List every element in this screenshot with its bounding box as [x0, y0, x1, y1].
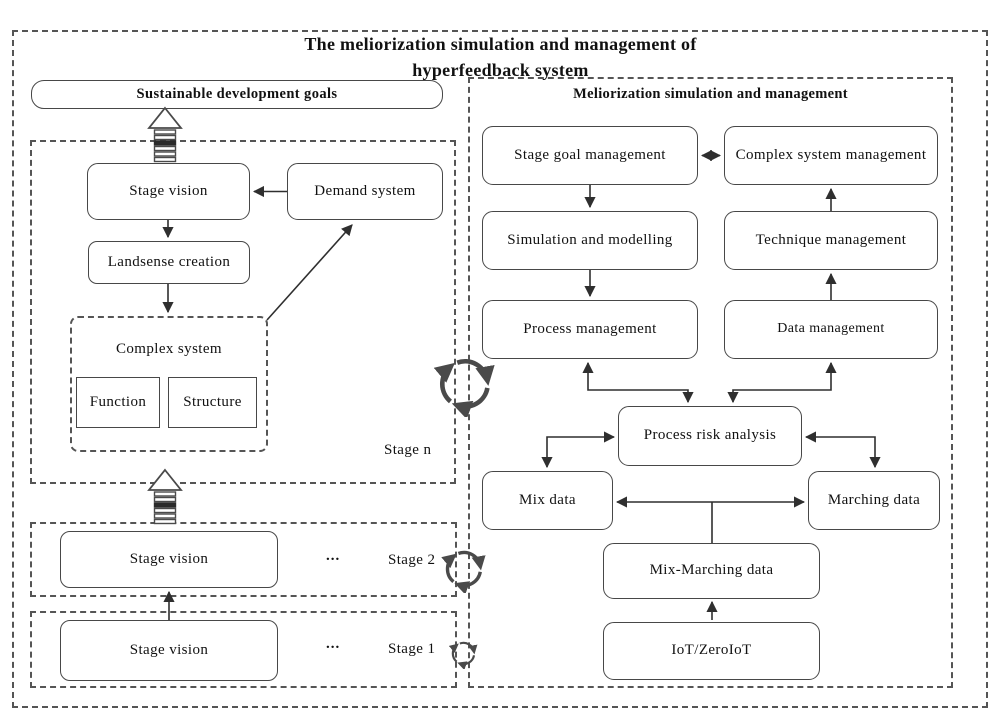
- diagram-title: [0, 31, 1001, 83]
- complex-system-title: Complex system: [115, 341, 222, 357]
- data-management-box: Data management: [724, 300, 938, 359]
- stage-1-ellipsis: ...: [326, 636, 341, 652]
- structure-box: Structure: [168, 377, 257, 428]
- mix-data-box: Mix data: [482, 471, 613, 530]
- simulation-and-modelling-box: Simulation and modelling: [482, 211, 698, 270]
- stage-goal-management-box: Stage goal management: [482, 126, 698, 185]
- mix-marching-data-box: Mix-Marching data: [603, 543, 820, 599]
- process-management-box: Process management: [482, 300, 698, 359]
- landsense-creation-box: Landsense creation: [88, 241, 250, 284]
- demand-system-box: Demand system: [287, 163, 443, 220]
- title-line-2: hyperfeedback system: [412, 60, 589, 80]
- sustainable-development-goals-box: Sustainable development goals: [31, 80, 443, 109]
- stage-2-label: Stage 2: [388, 552, 436, 568]
- stage-1-label: Stage 1: [388, 641, 436, 657]
- meliorization-panel-title: Meliorization simulation and management: [573, 86, 848, 102]
- function-box: Function: [76, 377, 160, 428]
- stage-2-stage-vision-box: Stage vision: [60, 531, 278, 588]
- marching-data-box: Marching data: [808, 471, 940, 530]
- stage-n-stage-vision-box: Stage vision: [87, 163, 250, 220]
- iot-zeroiot-box: IoT/ZeroIoT: [603, 622, 820, 680]
- stage-1-stage-vision-box: Stage vision: [60, 620, 278, 681]
- complex-system-management-box: Complex system management: [724, 126, 938, 185]
- technique-management-box: Technique management: [724, 211, 938, 270]
- process-risk-analysis-box: Process risk analysis: [618, 406, 802, 466]
- stage-2-ellipsis: ...: [326, 548, 341, 564]
- title-line-1: The meliorization simulation and management of: [304, 34, 697, 54]
- stage-n-label: Stage n: [384, 442, 432, 458]
